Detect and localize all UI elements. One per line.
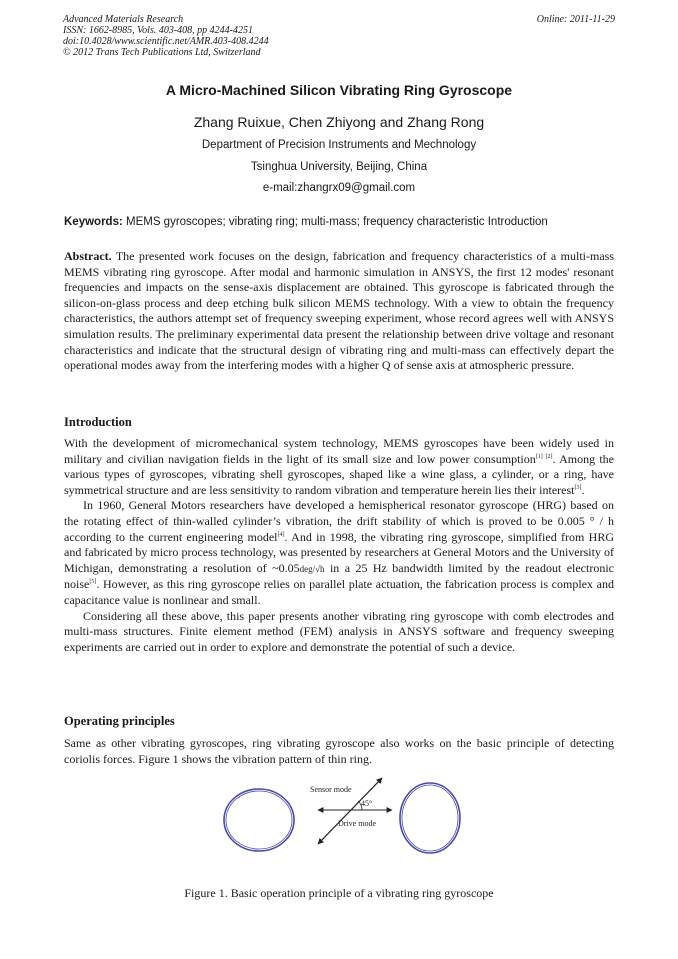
resolution-unit: deg/√h [299,563,325,574]
journal-metadata [63,14,269,58]
intro-paragraph-3: Considering all these above, this paper presents another vibrating ring gyroscope with comb electrodes and multi-mass structures. Finite element method (FEM) analysis in ANSYS software and frequency sweeping experiments are carried out in order to explore and demonstrate the potential of such a device. [64,608,614,654]
intro-paragraph-1: With the development of micromechanical system technology, MEMS gyroscopes have been widely used in military and civilian navigation fields in the light of its small size and low power consumption[1] [2]. Among the various types of gyroscopes, vibrating shell gyroscopes, shaped like a wine glass, a cylinder, or a ring, have symmetrical structure and are less sensitivity to random vibration and temperature herein lies their interest[3]. [64,436,614,497]
keywords-text: MEMS gyroscopes; vibrating ring; multi-mass; frequency characteristic Introduction [122,216,548,228]
figure-1-caption: Figure 1. Basic operation principle of a vibrating ring gyroscope [184,886,494,900]
doi-line[interactable]: doi:10.4028/www.scientific.net/AMR.403-408.4244 [63,36,269,47]
angle-label: 45° [361,799,373,808]
abstract [64,249,614,374]
introduction-heading: Introduction [64,415,132,429]
operating-heading: Operating principles [64,714,175,728]
operating-body [64,736,614,767]
ring-drive-mode [224,789,294,851]
intro-paragraph-2: In 1960, General Motors researchers have developed a hemispherical resonator gyroscope (HRG) based on the rotating effect of thin-walled cylinder’s vibration, the drift stability of which is proved to be 0.005 ° / h according to the current engineering model[4]. And in 1998, the vibrating ring gyroscope, simplified from HRG and fabricated by micro process technology, was presented by researchers at General Motors and the University of Michigan, demonstrating a resolution of ~0.05deg/√h in a 25 Hz bandwidth limited by the readout electronic noise[5]. However, as this ring gyroscope relies on parallel plate actuation, the fabrication process is complex and capacitance value is nonlinear and small. [64,498,614,607]
citation-ref[interactable]: [1] [2] [535,453,553,460]
drive-mode-label: Drive mode [338,819,376,828]
abstract-text: The presented work focuses on the design, fabrication and frequency characteristics of a multi-mass MEMS vibrating ring gyroscope. After modal and harmonic simulation in ANSYS, the first 12 modes' resonant frequencies and impacts on the sense-axis displacement are obtained. This gyroscope is fabricated through the silicon-on-glass process and deep etching bulk silicon MEMS technology. With a view to obtain the frequency characteristics, the authors attempt set of frequency sweeping experiment, whose record agrees well with ANSYS simulation results. The preliminary experimental data present the relationship between drive voltage and resonant characteristics and indicate that the structural design of vibrating ring and multi-mass can effectively depart the operational modes away from the interfering modes with a higher Q of sense axis at atmospheric pressure. [64,249,614,373]
figure-1-diagram [0,770,678,870]
paper-title: A Micro-Machined Silicon Vibrating Ring Gyroscope [165,82,513,98]
ring-drive-mode-inner [226,791,292,849]
introduction-body [64,436,614,655]
sensor-mode-label: Sensor mode [310,785,352,794]
figure-1 [0,770,678,870]
keywords-line [64,216,616,228]
ring-sense-mode [400,783,460,853]
abstract-label: Abstract. [64,249,112,263]
author-list: Zhang Ruixue, Chen Zhiyong and Zhang Rong [193,114,485,130]
ring-sense-mode-inner [402,785,458,851]
journal-name: Advanced Materials Research [63,14,184,25]
citation-ref[interactable]: [5] [89,579,97,586]
department: Department of Precision Instruments and Mechnology [201,139,477,151]
copyright-line: © 2012 Trans Tech Publications Ltd, Switzerland [63,47,261,58]
keywords-label: Keywords: [64,216,123,228]
citation-ref[interactable]: [3] [574,484,582,491]
issn-line: ISSN: 1662-8985, Vols. 403-408, pp 4244-4251 [63,25,253,36]
citation-ref[interactable]: [4] [277,531,285,538]
author-email[interactable]: e-mail:zhangrx09@gmail.com [262,182,416,194]
university: Tsinghua University, Beijing, China [250,161,428,173]
operating-paragraph: Same as other vibrating gyroscopes, ring vibrating gyroscope also works on the basic principle of detecting coriolis forces. Figure 1 shows the vibration pattern of thin ring. [64,736,614,766]
online-date: Online: 2011-11-29 [536,14,615,25]
